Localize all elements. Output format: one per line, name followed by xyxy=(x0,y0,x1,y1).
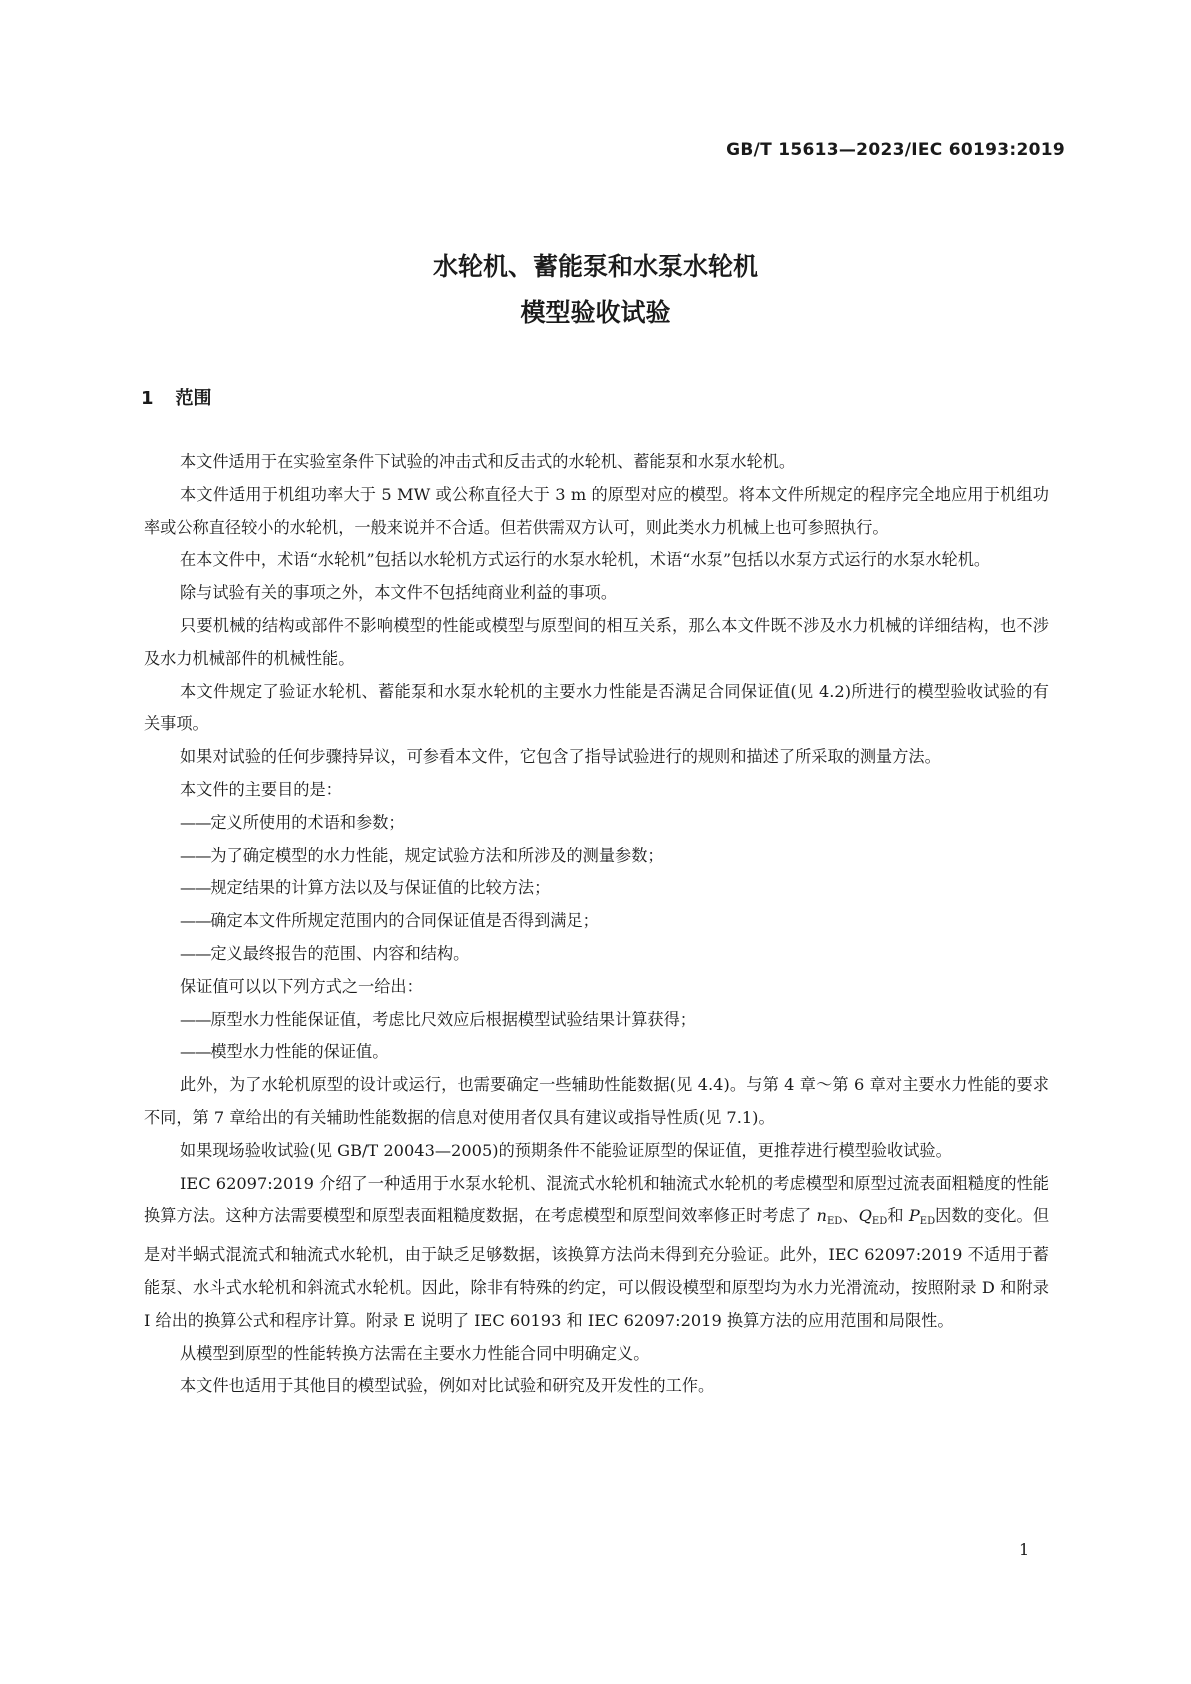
title-line-2: 模型验收试验 xyxy=(520,298,671,327)
list-item: —— 模型水力性能的保证值。 xyxy=(144,1036,1049,1069)
page-number: 1 xyxy=(1019,1540,1030,1559)
paragraph: 除与试验有关的事项之外，本文件不包括纯商业利益的事项。 xyxy=(180,583,618,603)
paragraph: 在本文件中，术语“水轮机”包括以水轮机方式运行的水泵水轮机，术语“水泵”包括以水泵方式运行的水泵水轮机。 xyxy=(180,550,991,570)
subscript-ed: ED xyxy=(826,1216,843,1228)
symbol-p: P xyxy=(908,1206,920,1226)
document-title xyxy=(0,244,1191,336)
paragraph: 保证值可以以下列方式之一给出： xyxy=(180,976,423,996)
body-text xyxy=(144,446,1049,1403)
symbol-q: Q xyxy=(858,1206,872,1226)
standard-code: GB/T 15613—2023/IEC 60193:2019 xyxy=(726,140,1065,160)
list-item: —— 为了确定模型的水力性能，规定试验方法和所涉及的测量参数； xyxy=(144,840,1049,873)
paragraph: 从模型到原型的性能转换方法需在主要水力性能合同中明确定义。 xyxy=(180,1343,650,1363)
paragraph: 本文件也适用于其他目的模型试验，例如对比试验和研究及开发性的工作。 xyxy=(180,1376,715,1396)
list-item: —— 规定结果的计算方法以及与保证值的比较方法； xyxy=(144,872,1049,905)
paragraph: 如果对试验的任何步骤持异议，可参看本文件，它包含了指导试验进行的规则和描述了所采取的测量方法。 xyxy=(180,747,941,767)
paragraph: 本文件规定了验证水轮机、蓄能泵和水泵水轮机的主要水力性能是否满足合同保证值(见 4.2)所进行的模型验收试验的有关事项。 xyxy=(144,681,1049,734)
paragraph: 本文件的主要目的是： xyxy=(180,779,342,799)
paragraph: 本文件适用于在实验室条件下试验的冲击式和反击式的水轮机、蓄能泵和水泵水轮机。 xyxy=(180,452,796,471)
text-run: IEC 62097:2019 介绍了一种适用于水泵水轮机、混流式水轮机和轴流式水轮机的考虑模型和原型过流表面粗糙度的性能换算方法。这种方法需要模型和原型表面粗糙度数据，在考虑模型和原型间效率修正时考虑了 xyxy=(144,1173,1049,1226)
subscript-ed: ED xyxy=(919,1216,936,1228)
symbol-n: n xyxy=(816,1206,827,1226)
section-number: 1 xyxy=(141,388,154,409)
conjunction: 和 xyxy=(887,1206,909,1226)
subscript-ed: ED xyxy=(871,1216,888,1228)
list-item: —— 定义最终报告的范围、内容和结构。 xyxy=(144,938,1049,971)
list-item: —— 确定本文件所规定范围内的合同保证值是否得到满足； xyxy=(144,905,1049,938)
separator: 、 xyxy=(842,1206,859,1226)
paragraph: 如果现场验收试验(见 GB/T 20043—2005)的预期条件不能验证原型的保证值，更推荐进行模型验收试验。 xyxy=(180,1140,952,1160)
section-heading xyxy=(141,384,212,410)
paragraph: 只要机械的结构或部件不影响模型的性能或模型与原型间的相互关系，那么本文件既不涉及水力机械的详细结构，也不涉及水力机械部件的机械性能。 xyxy=(144,615,1049,668)
paragraph: 此外，为了水轮机原型的设计或运行，也需要确定一些辅助性能数据(见 4.4)。与第 4 章～第 6 章对主要水力性能的要求不同，第 7 章给出的有关辅助性能数据的信息对使用者仅具有建议或指导性质(见 7.1)。 xyxy=(144,1075,1049,1127)
text-run: 因数的变化。但是对半蜗式混流式和轴流式水轮机，由于缺乏足够数据，该换算方法尚未得到充分验证。此外，IEC 62097:2019 不适用于蓄能泵、水斗式水轮机和斜流式水轮机。因此，除非有特殊的约定，可以假设模型和原型均为水力光滑流动，按照附录 D 和附录 I 给出的换算公式和程序计算。附录 E 说明了 IEC 60193 和 IEC 62097:2019 换算方法的应用范围和局限性。 xyxy=(144,1206,1050,1330)
paragraph: 本文件适用于机组功率大于 5 MW 或公称直径大于 3 m 的原型对应的模型。将本文件所规定的程序完全地应用于机组功率或公称直径较小的水轮机，一般来说并不合适。但若供需双方认可，则此类水力机械上也可参照执行。 xyxy=(144,484,1049,537)
paragraph-roughness xyxy=(144,1168,1049,1338)
title-line-1: 水轮机、蓄能泵和水泵水轮机 xyxy=(432,252,758,281)
list-item: —— 原型水力性能保证值，考虑比尺效应后根据模型试验结果计算获得； xyxy=(144,1004,1049,1037)
list-item: —— 定义所使用的术语和参数； xyxy=(144,807,1049,840)
section-title: 范围 xyxy=(175,388,212,409)
